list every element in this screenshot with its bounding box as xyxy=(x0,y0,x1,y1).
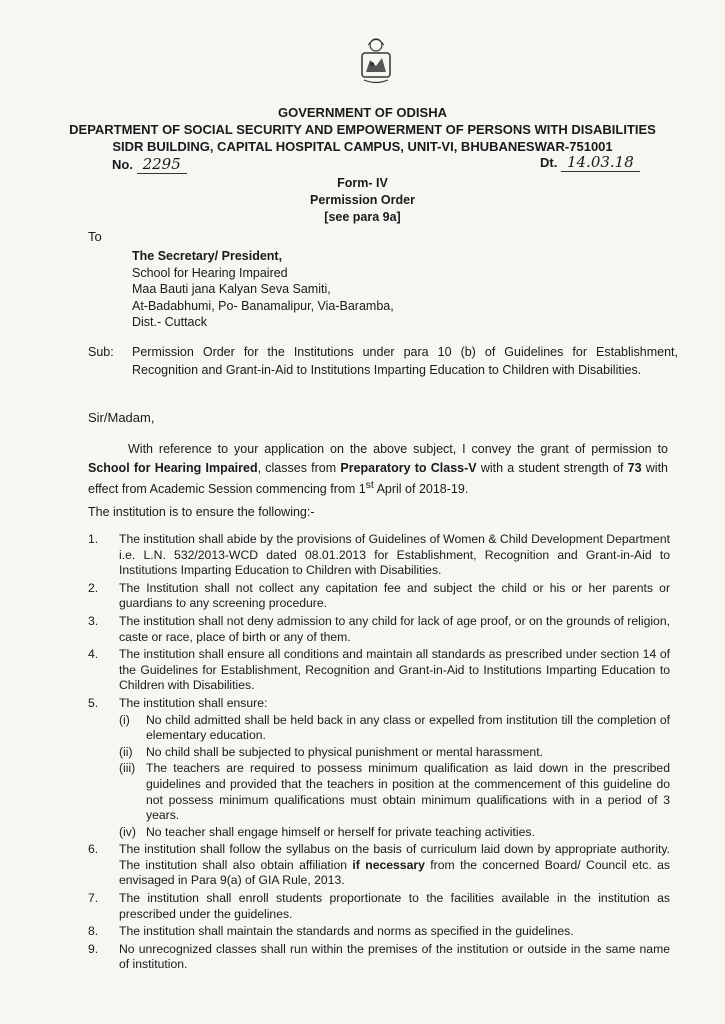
item-number: 6. xyxy=(88,842,99,857)
dt-value: 14.03.18 xyxy=(561,153,640,172)
subject-text: Permission Order for the Institutions under para 10 (b) of Guidelines for Establishment, Recognition and Grant-in-Aid to Institutions Imparting Education to Children with Disabilities. xyxy=(132,345,678,377)
subject-label: Sub: xyxy=(88,345,114,359)
item-text: The institution shall not deny admission to any child for lack of age proof, or on the grounds of religion, caste or race, place of birth or any of them. xyxy=(119,613,670,644)
list-item xyxy=(88,647,670,694)
no-value: 2295 xyxy=(137,155,187,174)
list-item xyxy=(88,891,670,922)
sub-list-item xyxy=(119,713,670,744)
addressee-line: Maa Bauti jana Kalyan Seva Samiti, xyxy=(132,282,331,296)
body-text: , classes from xyxy=(257,460,341,475)
subject-block xyxy=(88,343,678,379)
addressee-line: Dist.- Cuttack xyxy=(132,315,208,329)
salutation: Sir/Madam, xyxy=(88,410,155,425)
sub-item-number: (iv) xyxy=(119,824,136,839)
list-item xyxy=(88,532,670,579)
class-range: Preparatory to Class-V xyxy=(340,460,477,475)
list-item xyxy=(88,696,670,840)
list-item xyxy=(88,942,670,973)
no-label: No. xyxy=(112,157,133,172)
item-text: The institution shall abide by the provisions of Guidelines of Women & Child Development Department i.e. L.N. 532/2013-WCD dated 08.01.2013 for Establishment, Recognition and Grant-in-Aid to Institutions Imparting Education to Children with Disabilities. xyxy=(119,532,670,578)
ordinal-suffix: st xyxy=(365,480,374,491)
addressee-block xyxy=(132,248,394,331)
item-text: The institution shall ensure all conditions and maintain all standards as prescribed under section 14 of the Guidelines for Establishment, Recognition and Grant-in-Aid to Institutions Imparting Education to Children with Disabilities. xyxy=(119,647,670,693)
addressee-line: At-Badabhumi, Po- Banamalipur, Via-Baramba, xyxy=(132,298,394,313)
item-number: 8. xyxy=(88,924,99,939)
item-text: The institution shall enroll students proportionate to the facilities available in the institution as prescribed under the guidelines. xyxy=(119,891,670,921)
addressee-line: School for Hearing Impaired xyxy=(132,265,288,280)
dt-label: Dt. xyxy=(540,155,558,170)
item-number: 9. xyxy=(88,941,99,956)
sub-list-item xyxy=(119,825,670,841)
form-reference: [see para 9a] xyxy=(324,210,401,224)
department-address: SIDR BUILDING, CAPITAL HOSPITAL CAMPUS, UNIT-VI, BHUBANESWAR-751001 xyxy=(112,139,613,154)
item-text: The institution shall ensure: xyxy=(119,695,268,710)
list-item xyxy=(88,581,670,612)
item-number: 2. xyxy=(88,580,99,595)
item-text: No unrecognized classes shall run within the premises of the institution or outside in the same name of institution. xyxy=(119,941,670,972)
form-name: Form- IV xyxy=(337,176,388,190)
sub-list-item xyxy=(119,761,670,823)
list-item xyxy=(88,842,670,889)
form-title: Permission Order xyxy=(310,193,415,207)
item-text: The institution shall maintain the standards and norms as specified in the guidelines. xyxy=(119,924,574,939)
addressee-line: The Secretary/ President, xyxy=(132,249,283,263)
list-item xyxy=(88,924,670,940)
sub-item-text: No child admitted shall be held back in any class or expelled from institution till the completion of elementary education. xyxy=(146,712,670,743)
body-text: With reference to your application on the above subject, I convey the grant of permission to xyxy=(128,442,668,456)
letter-number xyxy=(112,155,187,173)
item-text: from the concerned Board/ Council etc. as envisaged in Para 9(a) of GIA Rule, 2013. xyxy=(119,857,670,888)
item-number: 1. xyxy=(88,532,99,546)
body-text: April of 2018-19. xyxy=(373,482,469,497)
list-item xyxy=(88,614,670,645)
sub-item-text: The teachers are required to possess minimum qualification as laid down in the prescribed guidelines and provided that the teachers in position at the commencement of this guideline do not possess minimum qualifications must obtain minimum qualifications with in a period of 3 years. xyxy=(146,761,670,823)
item-text: The institution shall follow the syllabus on the basis of curriculum laid down by appropriate authority. The institution shall also obtain affiliation xyxy=(119,842,670,872)
item-number: 3. xyxy=(88,613,99,628)
item-text: The Institution shall not collect any capitation fee and subject the child or his or her parents or guardians to any screening procedure. xyxy=(119,580,670,611)
body-paragraph xyxy=(88,440,668,499)
odisha-emblem-icon xyxy=(354,36,398,86)
school-name: School for Hearing Impaired xyxy=(88,460,258,475)
item-number: 7. xyxy=(88,891,99,906)
sub-conditions-list xyxy=(119,713,670,841)
sub-item-number: (iii) xyxy=(119,761,136,776)
conditions-list xyxy=(88,532,670,975)
item-number: 4. xyxy=(88,647,99,662)
body-text: with a student strength of xyxy=(476,460,628,475)
department-title: DEPARTMENT OF SOCIAL SECURITY AND EMPOWERMENT OF PERSONS WITH DISABILITIES xyxy=(69,122,656,137)
ensure-intro: The institution is to ensure the following:- xyxy=(88,505,315,519)
item-emphasis: if necessary xyxy=(352,857,425,872)
letter-date xyxy=(540,153,640,171)
sub-item-number: (i) xyxy=(119,712,130,727)
sub-item-text: No child shall be subjected to physical punishment or mental harassment. xyxy=(146,744,543,759)
to-label: To xyxy=(88,229,102,244)
government-title: GOVERNMENT OF ODISHA xyxy=(277,105,447,120)
student-strength: 73 xyxy=(627,460,642,475)
sub-item-text: No teacher shall engage himself or herself for private teaching activities. xyxy=(146,824,535,839)
body-text: with effect from Academic Session commencing from 1 xyxy=(88,460,668,497)
item-number: 5. xyxy=(88,695,99,710)
sub-item-number: (ii) xyxy=(119,744,133,759)
sub-list-item xyxy=(119,745,670,761)
